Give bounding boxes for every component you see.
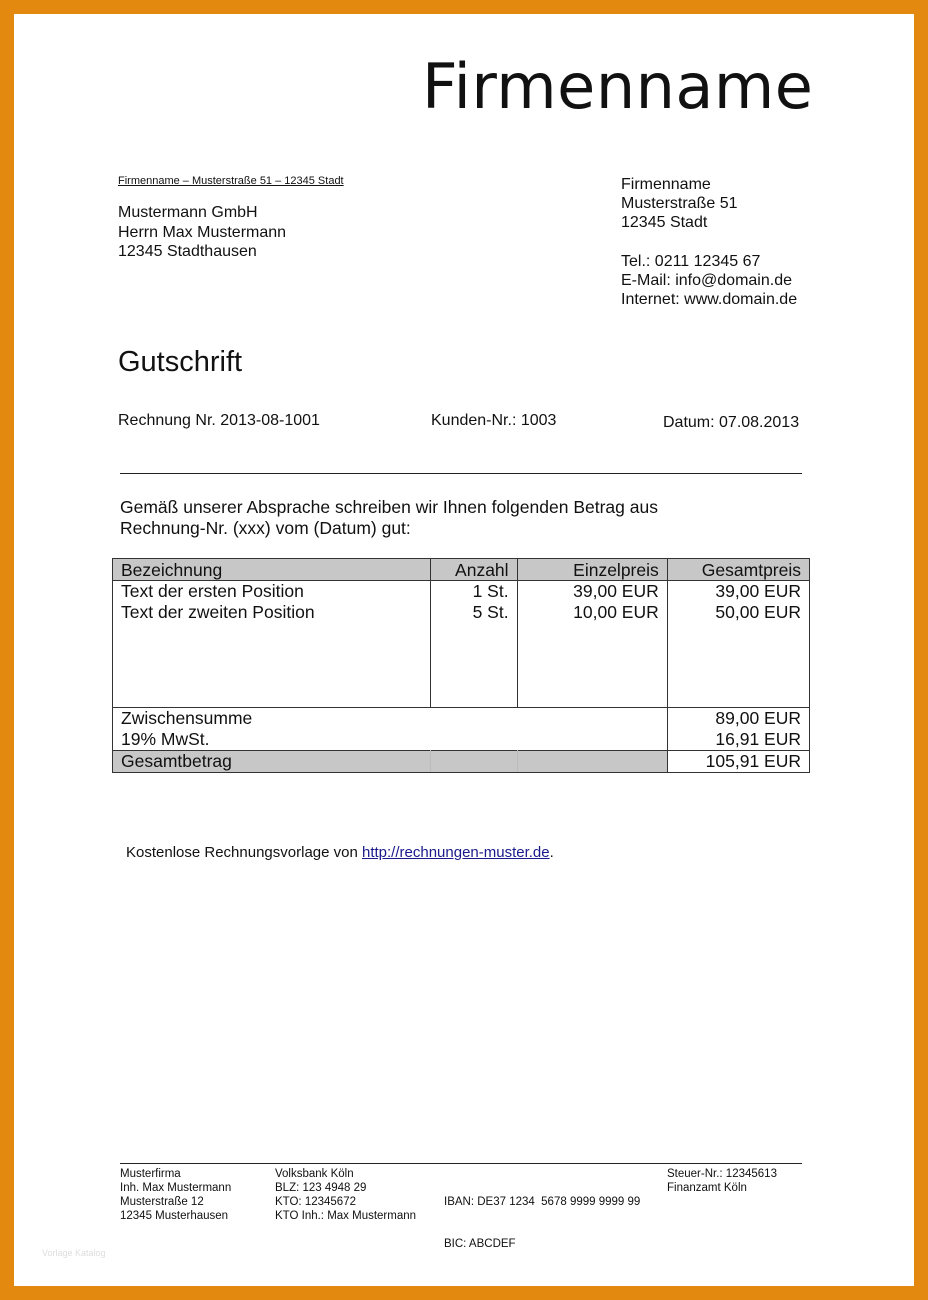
- footer-company: [120, 1167, 231, 1223]
- header-quantity: Anzahl: [431, 559, 517, 581]
- grand-total-value: 105,91 EUR: [667, 750, 809, 772]
- document-date: Datum: 07.08.2013: [663, 414, 800, 431]
- recipient-line: 12345 Stadthausen: [118, 243, 257, 260]
- sender-street: Musterstraße 51: [621, 195, 738, 213]
- grand-total-label: Gesamtbetrag: [113, 750, 431, 772]
- row-total: 50,00 EUR: [667, 602, 809, 623]
- footer-line: 12345 Musterhausen: [120, 1210, 229, 1222]
- header-total-price: Gesamtpreis: [667, 559, 809, 581]
- vat-value: 16,91 EUR: [667, 729, 809, 751]
- sender-website: Internet: www.domain.de: [621, 291, 798, 309]
- footer-divider: [120, 1163, 802, 1164]
- intro-text: [120, 497, 658, 539]
- footer-line: Finanzamt Köln: [667, 1182, 747, 1194]
- sender-return-line: Firmenname – Musterstraße 51 – 12345 Stadt: [118, 175, 344, 187]
- row-unit-price: 10,00 EUR: [517, 602, 667, 623]
- table-row: [113, 602, 810, 623]
- vat-label: 19% MwSt.: [113, 729, 668, 751]
- credit-suffix: .: [549, 844, 554, 861]
- row-quantity: 1 St.: [431, 581, 517, 603]
- company-title: Firmenname: [422, 50, 814, 123]
- subtotal-value: 89,00 EUR: [667, 707, 809, 729]
- table-row: [113, 581, 810, 603]
- row-total: 39,00 EUR: [667, 581, 809, 603]
- document-page: [14, 14, 914, 1286]
- divider-line: [120, 473, 802, 474]
- footer-line: KTO Inh.: Max Mustermann: [275, 1210, 417, 1222]
- recipient-address: [118, 203, 286, 262]
- row-quantity: 5 St.: [431, 602, 517, 623]
- sender-name: Firmenname: [621, 176, 711, 193]
- row-unit-price: 39,00 EUR: [517, 581, 667, 603]
- sender-city: 12345 Stadt: [621, 214, 708, 232]
- footer-line: Inh. Max Mustermann: [120, 1182, 232, 1194]
- watermark: Vorlage Katalog: [42, 1248, 106, 1258]
- customer-number: Kunden-Nr.: 1003: [431, 412, 557, 429]
- footer-line: BIC: ABCDEF: [444, 1238, 516, 1250]
- header-description: Bezeichnung: [113, 559, 431, 581]
- credit-prefix: Kostenlose Rechnungsvorlage von: [126, 844, 362, 861]
- sender-email: E-Mail: info@domain.de: [621, 271, 792, 289]
- document-title: Gutschrift: [118, 346, 243, 378]
- footer-line: Musterfirma: [120, 1168, 181, 1180]
- footer-line: KTO: 12345672: [275, 1196, 356, 1208]
- row-description: Text der ersten Position: [113, 581, 431, 603]
- intro-line: Rechnung-Nr. (xxx) vom (Datum) gut:: [120, 518, 411, 538]
- table-empty-space: [113, 623, 810, 707]
- footer-line: Steuer-Nr.: 12345613: [667, 1168, 777, 1180]
- grand-total-row: [113, 750, 810, 772]
- sender-contact-block: [621, 175, 797, 309]
- footer-line: Volksbank Köln: [275, 1168, 354, 1180]
- footer-iban: [444, 1167, 640, 1279]
- vat-row: [113, 729, 810, 751]
- invoice-number: Rechnung Nr. 2013-08-1001: [118, 412, 320, 429]
- intro-line: Gemäß unserer Absprache schreiben wir Ihnen folgenden Betrag aus: [120, 497, 658, 517]
- template-link[interactable]: http://rechnungen-muster.de: [362, 844, 550, 861]
- footer-line: IBAN: DE37 1234 5678 9999 9999 99: [444, 1196, 641, 1208]
- header-unit-price: Einzelpreis: [517, 559, 667, 581]
- template-credit: [126, 844, 554, 861]
- footer-line: Musterstraße 12: [120, 1196, 204, 1208]
- recipient-line: Mustermann GmbH: [118, 204, 258, 221]
- subtotal-label: Zwischensumme: [113, 707, 668, 729]
- footer-bank: [275, 1167, 416, 1223]
- sender-phone: Tel.: 0211 12345 67: [621, 252, 761, 270]
- row-description: Text der zweiten Position: [113, 602, 431, 623]
- table-header-row: [113, 559, 810, 581]
- footer-line: BLZ: 123 4948 29: [275, 1182, 367, 1194]
- subtotal-row: [113, 707, 810, 729]
- recipient-line: Herrn Max Mustermann: [118, 223, 287, 241]
- footer-tax: [667, 1167, 777, 1195]
- line-items-table: [112, 558, 810, 773]
